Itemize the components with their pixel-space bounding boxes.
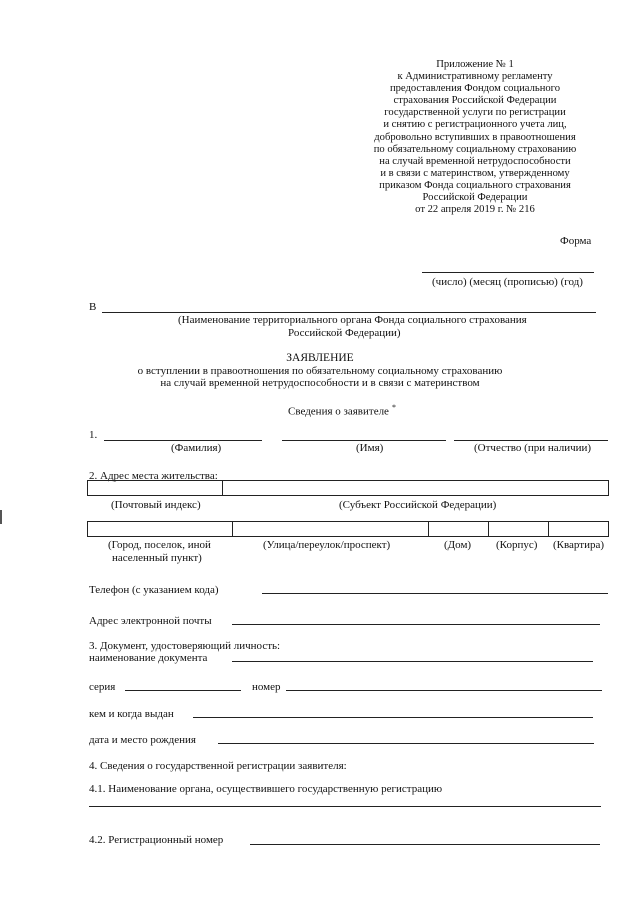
registration-number-label: 4.2. Регистрационный номер [89,834,224,846]
address-divider [548,521,549,537]
apartment-caption: (Квартира) [553,539,605,551]
name-number: 1. [89,429,98,441]
document-name-label: наименование документа [89,652,208,664]
series-field[interactable] [125,690,241,691]
authority-field[interactable] [102,312,596,313]
appendix-line: и в связи с материнством, утвержденному [380,167,570,179]
authority-caption-2: Российской Федерации) [288,327,401,339]
appendix-line: предоставления Фондом социального [389,83,561,95]
email-field[interactable] [232,624,600,625]
birth-label: дата и место рождения [89,734,196,746]
number-label: номер [252,681,281,693]
appendix-line: государственной услуги по регистрации [384,107,566,119]
house-caption: (Дом) [444,539,472,551]
appendix-line: Российской Федерации [422,192,528,204]
address-row-1 [87,480,609,496]
scan-artifact [0,510,2,524]
appendix-line: и снятию с регистрационного учета лиц, [383,119,567,131]
street-caption: (Улица/переулок/проспект) [263,539,391,551]
city-caption: (Город, поселок, иной населенный пункт) [108,539,211,564]
appendix-line: приказом Фонда социального страхования [379,179,571,191]
document-title: ЗАЯВЛЕНИЕ [286,352,354,364]
identity-document-label: 3. Документ, удостоверяющий личность: [89,640,281,652]
authority-caption-1: (Наименование территориального органа Фонда социального страхования [178,314,527,326]
building-caption: (Корпус) [496,539,538,551]
address-label: 2. Адрес места жительства: [89,470,218,482]
date-caption: (число) (месяц (прописью) (год) [432,276,583,288]
appendix-line: добровольно вступивших в правоотношения [374,131,576,143]
registration-authority-label: 4.1. Наименование органа, осуществившего государственную регистрацию [89,783,443,795]
issued-by-label: кем и когда выдан [89,708,174,720]
email-label: Адрес электронной почты [89,615,212,627]
appendix-line: на случай временной нетрудоспособности [379,155,571,167]
document-subtitle-line1: о вступлении в правоотношения по обязательному социальному страхованию [137,365,503,377]
appendix-line: страхования Российской Федерации [393,95,557,107]
surname-caption: (Фамилия) [171,442,222,454]
birth-field[interactable] [218,743,594,744]
registration-number-field[interactable] [250,844,600,845]
phone-field[interactable] [262,593,608,594]
address-row-2 [87,521,609,537]
document-subtitle-line2: на случай временной нетрудоспособности и в связи с материнством [160,377,480,389]
surname-field[interactable] [104,440,262,441]
registration-authority-field[interactable] [89,806,601,807]
document-name-field[interactable] [232,661,593,662]
given-name-caption: (Имя) [356,442,384,454]
number-field[interactable] [286,690,602,691]
given-name-field[interactable] [282,440,446,441]
applicant-section-title: Сведения о заявителе * [288,403,396,418]
patronymic-caption: (Отчество (при наличии) [474,442,592,454]
series-label: серия [89,681,116,693]
appendix-line: по обязательному социальному страхованию [373,143,577,155]
issued-by-field[interactable] [193,717,593,718]
address-divider [232,521,233,537]
appendix-line: Приложение № 1 [436,59,514,70]
appendix-line: к Административному регламенту [397,71,553,83]
address-divider [428,521,429,537]
form-label: Форма [560,235,592,247]
address-divider [488,521,489,537]
patronymic-field[interactable] [454,440,608,441]
address-divider [222,480,223,496]
date-field[interactable] [422,272,594,273]
appendix-line: от 22 апреля 2019 г. № 216 [415,204,535,216]
to-prefix: В [89,301,97,313]
phone-label: Телефон (с указанием кода) [89,584,219,596]
region-caption: (Субъект Российской Федерации) [339,499,497,511]
registration-label: 4. Сведения о государственной регистрации заявителя: [89,760,347,772]
postal-code-caption: (Почтовый индекс) [111,499,201,511]
appendix-header [355,59,595,216]
